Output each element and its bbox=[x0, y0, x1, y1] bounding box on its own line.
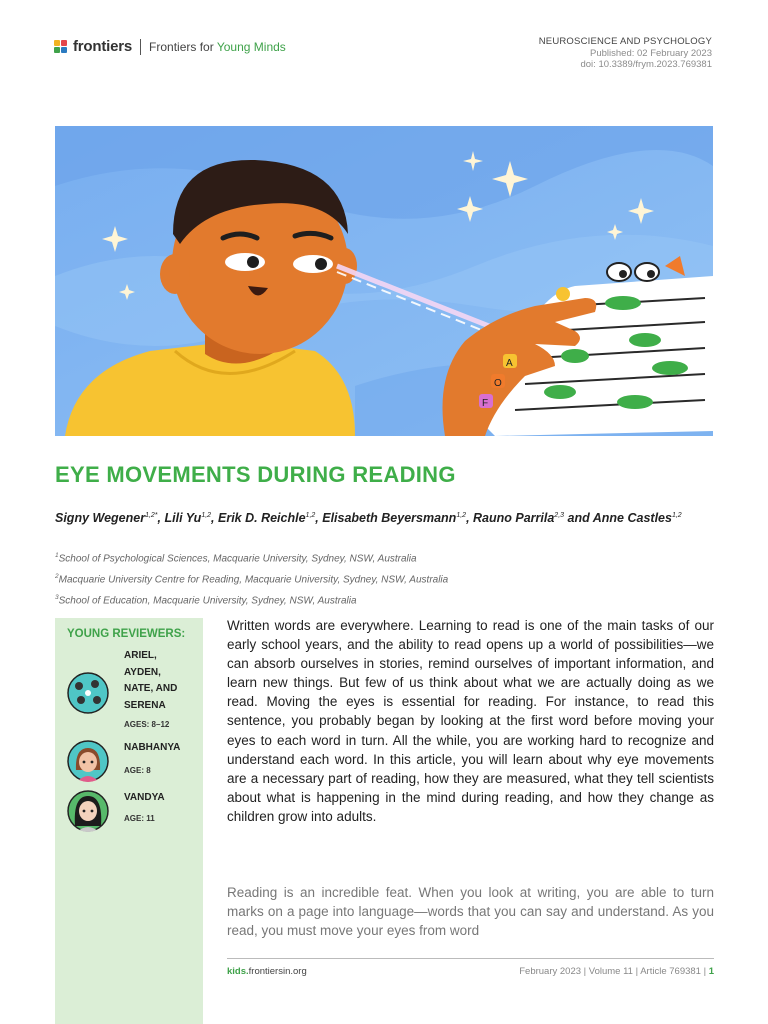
book-tab-letter: O bbox=[494, 378, 502, 389]
footer-date: February 2023 bbox=[519, 966, 582, 977]
affiliation: $^2$Macquarie University Centre for Reading, Macquarie University, Sydney, NSW, Australia bbox=[55, 572, 449, 586]
author-separator: , bbox=[211, 511, 218, 526]
reviewer-name: VANDYA bbox=[124, 792, 165, 803]
page-number: 1 bbox=[708, 966, 714, 977]
frontiers-logo-icon bbox=[54, 40, 68, 54]
young-reviewers-heading: YOUNG REVIEWERS: bbox=[67, 628, 186, 640]
affiliation-list bbox=[55, 547, 448, 609]
author-affiliation-marker: 1,2 bbox=[305, 512, 316, 519]
author-separator: , bbox=[466, 511, 474, 526]
article-category: NEUROSCIENCE AND PSYCHOLOGY bbox=[538, 36, 712, 47]
affiliation: $^1$School of Psychological Sciences, Macquarie University, Sydney, NSW, Australia bbox=[55, 552, 417, 565]
journal-name: Frontiers for Young Minds bbox=[149, 39, 286, 54]
footer-divider bbox=[227, 958, 714, 959]
author-affiliation-marker: 1,2 bbox=[671, 512, 682, 519]
reviewer-age: AGE: 11 bbox=[124, 814, 155, 823]
reviewer-name: NABHANYA bbox=[124, 742, 181, 753]
author-name: Lili Yu bbox=[164, 511, 202, 526]
author-name: Elisabeth Beyersmann bbox=[322, 511, 457, 526]
author-name: Signy Wegener bbox=[55, 511, 146, 526]
young-reviewers-panel bbox=[55, 618, 203, 1024]
doi: doi: 10.3389/frym.2023.769381 bbox=[580, 59, 712, 70]
author-affiliation-marker: 1,2* bbox=[145, 512, 158, 519]
author-affiliation-marker: 2,3 bbox=[554, 512, 565, 519]
reading-boy-illustration bbox=[55, 126, 713, 436]
author-affiliation-marker: 1,2 bbox=[456, 512, 467, 519]
author-name: Rauno Parrila bbox=[473, 511, 555, 526]
footer-citation: February 2023 | Volume 11 | Article 769381 | 1 bbox=[519, 966, 714, 977]
footer-volume: Volume 11 bbox=[588, 966, 633, 977]
reviewer-name: ARIEL, AYDEN, NATE, AND SERENA bbox=[124, 650, 178, 711]
brand-name: frontiers bbox=[73, 38, 133, 55]
frontiers-logo[interactable] bbox=[54, 38, 286, 55]
intro-paragraph: Written words are everywhere. Learning to read is one of the main tasks of our early school years, and the ability to read opens up a world of possibilities—we can absorb ourselves in stories, remind ourselves of important information, and learn new things. But few of us think about what we are actually doing as we read. Moving the eyes is essential for reading. For instance, to read this sentence, you probably began by looking at the first word before moving your eyes to each word in turn. All the while, you are working hard to recognize and understand each word. In this article, you will learn about why eye movements are a necessary part of reading, how they are measured, what they tell scientists about what is happening in the mind during reading, and how they change as children grow into adults. bbox=[227, 618, 714, 824]
footer-site-link[interactable]: kids.frontiersin.org bbox=[227, 966, 307, 977]
book-tab-letter: F bbox=[482, 398, 489, 409]
published-date: Published: 02 February 2023 bbox=[590, 47, 712, 59]
author-list bbox=[55, 508, 695, 526]
girl-avatar-icon bbox=[67, 790, 109, 832]
reviewer-age: AGE: 8 bbox=[124, 766, 151, 775]
author-separator: , bbox=[157, 511, 165, 526]
group-avatar-icon bbox=[67, 672, 109, 714]
body-paragraph: Reading is an incredible feat. When you look at writing, you are able to turn marks on a page into language—words that you can say and understand. As you read, you must move your eyes from word bbox=[227, 885, 714, 939]
book-tab-letter: A bbox=[506, 358, 513, 369]
author-name: Anne Castles bbox=[592, 511, 672, 526]
reviewer-age: AGES: 8–12 bbox=[124, 720, 170, 729]
author-name: Erik D. Reichle bbox=[218, 511, 306, 526]
logo-divider bbox=[140, 39, 141, 55]
author-separator: and bbox=[564, 511, 593, 526]
page-header bbox=[0, 0, 768, 110]
footer-article: Article 769381 bbox=[640, 966, 701, 977]
affiliation: $^3$School of Education, Macquarie University, Sydney, NSW, Australia bbox=[55, 593, 357, 606]
hero-illustration bbox=[55, 126, 713, 436]
girl-avatar-icon bbox=[67, 740, 109, 782]
article-title: EYE MOVEMENTS DURING READING bbox=[55, 462, 456, 487]
author-separator: , bbox=[315, 511, 323, 526]
article-meta bbox=[539, 36, 712, 71]
author-affiliation-marker: 1,2 bbox=[201, 512, 212, 519]
